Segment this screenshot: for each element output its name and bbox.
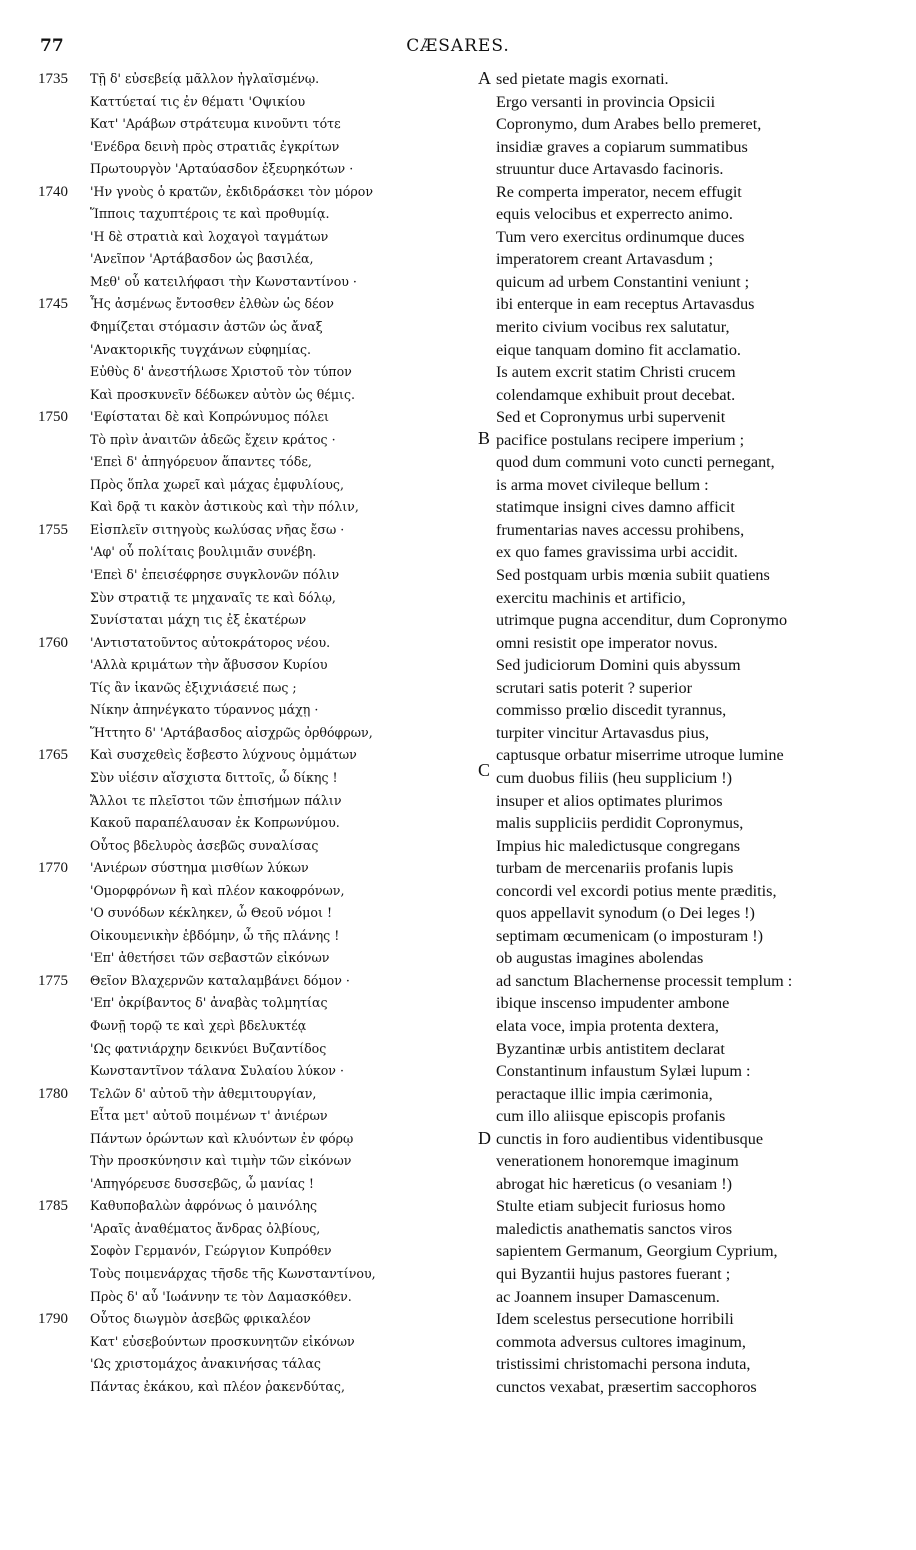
- greek-verse-text: Εἶτα μετ' αὐτοῦ ποιμένων τ' ἀνιέρων: [90, 1108, 328, 1124]
- greek-verse-line: [38, 519, 458, 542]
- greek-verse-text: Καὶ προσκυνεῖν δέδωκεν αὐτὸν ὡς θέμις.: [90, 386, 356, 402]
- greek-verse-text: 'Ως φατνιάρχην δεικνύει Βυζαντίδος: [90, 1040, 327, 1056]
- greek-verse-line: [38, 947, 458, 970]
- latin-translation-line: [496, 203, 896, 226]
- greek-verse-text: 'Αλλὰ κριμάτων τὴν ἄβυσσον Κυρίου: [90, 657, 328, 673]
- greek-verse-line: [38, 699, 458, 722]
- page-number: 77: [40, 36, 64, 56]
- greek-verse-text: 'Ανεῖπον 'Αρτάβασδον ὡς βασιλέα,: [90, 251, 314, 267]
- greek-verse-line: [38, 722, 458, 745]
- latin-translation-text: Copronymo, dum Arabes bello premeret,: [496, 115, 762, 134]
- greek-verse-text: 'Αντιστατοῦντος αὐτοκράτορος νέου.: [90, 634, 331, 650]
- line-number: 1765: [38, 747, 68, 764]
- greek-verse-text: Οἰκουμενικὴν ἑβδόμην, ὦ τῆς πλάνης !: [90, 927, 340, 943]
- latin-translation-line: [496, 1218, 896, 1241]
- latin-translation-text: equis velocibus et experrecto animo.: [496, 205, 733, 224]
- latin-translation-text: struuntur duce Artavasdo facinoris.: [496, 160, 724, 179]
- greek-verse-line: [38, 226, 458, 249]
- latin-translation-line: [496, 767, 896, 790]
- running-title: CÆSARES.: [406, 36, 510, 56]
- line-number: 1770: [38, 860, 68, 877]
- greek-verse-text: Τοὺς ποιμενάρχας τῆσδε τῆς Κωνσταντίνου,: [90, 1265, 376, 1281]
- greek-verse-text: 'Αραῖς ἀναθέματος ἄνδρας ὀλβίους,: [90, 1220, 321, 1236]
- latin-translation-text: ibi enterque in eam receptus Artavasdus: [496, 295, 755, 314]
- greek-verse-text: Σὺν υἱέσιν αἴσχιστα διττοῖς, ὦ δίκης !: [90, 769, 338, 785]
- latin-translation-text: qui Byzantii hujus pastores fuerant ;: [496, 1264, 731, 1283]
- greek-verse-text: 'Επεὶ δ' ἀπηγόρευον ἅπαντες τόδε,: [90, 454, 312, 470]
- latin-translation-line: [496, 496, 896, 519]
- greek-verse-text: 'Επεὶ δ' ἐπεισέφρησε συγκλονῶν πόλιν: [90, 567, 340, 583]
- greek-verse-line: [38, 429, 458, 452]
- line-number: 1785: [38, 1198, 68, 1215]
- greek-verse-line: [38, 136, 458, 159]
- greek-verse-line: [38, 609, 458, 632]
- greek-verse-text: 'Ανιέρων σύστημα μισθίων λύκων: [90, 860, 309, 876]
- latin-translation-line: [496, 587, 896, 610]
- latin-translation-text: colendamque exhibuit prout decebat.: [496, 385, 736, 404]
- greek-verse-text: Ἧς ἀσμένως ἔντοσθεν ἐλθὼν ὡς δέον: [90, 296, 334, 312]
- latin-translation-text: frumentarias naves accessu prohibens,: [496, 520, 745, 539]
- greek-verse-line: [38, 767, 458, 790]
- latin-translation-line: [496, 1308, 896, 1331]
- greek-verse-line: [38, 564, 458, 587]
- latin-translation-line: [496, 609, 896, 632]
- greek-verse-line: [38, 1083, 458, 1106]
- greek-verse-line: [38, 632, 458, 655]
- line-number: 1760: [38, 634, 68, 651]
- greek-verse-line: [38, 541, 458, 564]
- latin-translation-line: [496, 1286, 896, 1309]
- latin-translation-text: insidiæ graves a copiarum summatibus: [496, 137, 748, 156]
- greek-verse-text: Σὺν στρατιᾷ τε μηχαναῖς τε καὶ δόλῳ,: [90, 589, 336, 605]
- latin-translation-text: turpiter vincitur Artavasdus pius,: [496, 723, 710, 742]
- page-header: [40, 36, 876, 62]
- greek-verse-line: [38, 1331, 458, 1354]
- greek-verse-line: [38, 925, 458, 948]
- greek-verse-line: [38, 1195, 458, 1218]
- section-marker-a: A: [478, 68, 491, 88]
- latin-translation-text: ad sanctum Blachernense processit templum :: [496, 971, 793, 990]
- latin-translation-text: is arma movet civileque bellum :: [496, 475, 709, 494]
- greek-verse-text: 'Αφ' οὗ πολίταις βουλιμιᾶν συνέβη.: [90, 544, 317, 560]
- greek-verse-line: [38, 496, 458, 519]
- latin-translation-line: [496, 316, 896, 339]
- latin-translation-text: septimam œcumenicam (o imposturam !): [496, 926, 764, 945]
- latin-translation-text: ac Joannem insuper Damascenum.: [496, 1287, 720, 1306]
- latin-translation-text: cum duobus filiis (heu supplicium !): [496, 768, 733, 787]
- latin-translation-line: [496, 158, 896, 181]
- greek-verse-line: [38, 1038, 458, 1061]
- latin-translation-line: [496, 970, 896, 993]
- latin-translation-line: [496, 1083, 896, 1106]
- latin-translation-text: utrimque pugna accenditur, dum Copronymo: [496, 611, 788, 630]
- latin-translation-text: concordi vel excordi potius mente præditis,: [496, 881, 777, 900]
- greek-verse-line: [38, 654, 458, 677]
- latin-translation-text: cunctos vexabat, præsertim saccophoros: [496, 1377, 757, 1396]
- greek-verse-text: Κατ' 'Αράβων στράτευμα κινοῦντι τότε: [90, 116, 341, 132]
- latin-translation-line: [496, 271, 896, 294]
- latin-translation-text: ibique inscenso impudenter ambone: [496, 994, 730, 1013]
- greek-verse-text: Καττύεταί τις ἐν θέματι 'Οψικίου: [90, 93, 306, 109]
- section-marker-d: D: [478, 1128, 491, 1148]
- latin-translation-text: quicum ad urbem Constantini veniunt ;: [496, 272, 750, 291]
- latin-translation-line: [496, 1015, 896, 1038]
- greek-verse-line: [38, 835, 458, 858]
- latin-translation-text: quos appellavit synodum (o Dei leges !): [496, 904, 755, 923]
- greek-verse-text: Πάντας ἐκάκου, καὶ πλέον ῥακενδύτας,: [90, 1378, 345, 1394]
- latin-translation-line: [496, 68, 896, 91]
- latin-translation-line: [496, 1353, 896, 1376]
- greek-verse-line: [38, 587, 458, 610]
- greek-verse-line: [38, 744, 458, 767]
- latin-translation-line: [496, 451, 896, 474]
- latin-translation-text: omni resistit ope imperator novus.: [496, 633, 718, 652]
- greek-verse-line: [38, 1015, 458, 1038]
- latin-translation-text: Byzantinæ urbis antistitem declarat: [496, 1039, 725, 1058]
- greek-verse-text: Φωνῇ τορῷ τε καὶ χερὶ βδελυκτέᾳ: [90, 1017, 307, 1033]
- greek-verse-text: Νίκην ἀπηνέγκατο τύραννος μάχῃ ·: [90, 702, 319, 718]
- greek-verse-text: Συνίσταται μάχη τις ἐξ ἑκατέρων: [90, 612, 307, 628]
- greek-verse-text: Πάντων ὁρώντων καὶ κλυόντων ἐν φόρῳ: [90, 1130, 354, 1146]
- latin-translation-line: [496, 992, 896, 1015]
- greek-verse-line: [38, 902, 458, 925]
- greek-verse-line: [38, 158, 458, 181]
- latin-translation-line: [496, 835, 896, 858]
- latin-translation-text: turbam de mercenariis profanis lupis: [496, 859, 734, 878]
- latin-translation-text: Constantinum infaustum Sylæi lupum :: [496, 1062, 751, 1081]
- greek-verse-text: Θεῖον Βλαχερνῶν καταλαμβάνει δόμον ·: [90, 972, 350, 988]
- latin-translation-line: [496, 181, 896, 204]
- greek-verse-text: Κωνσταντῖνον τάλανα Συλαίου λύκον ·: [90, 1063, 344, 1079]
- latin-translation-line: [496, 1195, 896, 1218]
- latin-translation-line: [496, 880, 896, 903]
- latin-translation-text: Stulte etiam subjecit furiosus homo: [496, 1197, 726, 1216]
- greek-verse-text: Πρὸς ὅπλα χωρεῖ καὶ μάχας ἐμφυλίους,: [90, 476, 344, 492]
- latin-translation-line: [496, 857, 896, 880]
- latin-translation-line: [496, 1376, 896, 1399]
- latin-translation-text: venerationem honoremque imaginum: [496, 1152, 739, 1171]
- greek-verse-text: Τελῶν δ' αὐτοῦ τὴν ἀθεμιτουργίαν,: [90, 1085, 317, 1101]
- greek-verse-line: [38, 293, 458, 316]
- greek-verse-line: [38, 1240, 458, 1263]
- greek-verse-text: 'Ο συνόδων κέκληκεν, ὦ Θεοῦ νόμοι !: [90, 905, 333, 921]
- latin-translation-line: [496, 722, 896, 745]
- greek-verse-line: [38, 316, 458, 339]
- latin-translation-text: Impius hic maledictusque congregans: [496, 836, 741, 855]
- latin-translation-line: [496, 384, 896, 407]
- greek-verse-line: [38, 1150, 458, 1173]
- latin-translation-line: [496, 1331, 896, 1354]
- latin-translation-line: [496, 564, 896, 587]
- greek-verse-text: Τὸ πρὶν ἀναιτῶν ἀδεῶς ἔχειν κράτος ·: [90, 431, 336, 447]
- greek-verse-line: [38, 406, 458, 429]
- greek-verse-line: [38, 451, 458, 474]
- latin-translation-line: [496, 812, 896, 835]
- greek-verse-text: Οὗτος διωγμὸν ἀσεβῶς φρικαλέον: [90, 1311, 311, 1327]
- latin-translation-column: [496, 68, 896, 1398]
- latin-translation-line: [496, 790, 896, 813]
- greek-verse-line: [38, 677, 458, 700]
- latin-translation-line: [496, 113, 896, 136]
- greek-verse-text: Φημίζεται στόμασιν ἀστῶν ὡς ἄναξ: [90, 319, 323, 335]
- latin-translation-line: [496, 1105, 896, 1128]
- latin-translation-line: [496, 1128, 896, 1151]
- greek-verse-text: Εἰσπλεῖν σιτηγοὺς κωλύσας νῆας ἔσω ·: [90, 521, 345, 537]
- greek-verse-line: [38, 68, 458, 91]
- line-number: 1750: [38, 409, 68, 426]
- greek-verse-text: 'Εφίσταται δὲ καὶ Κοπρώνυμος πόλει: [90, 409, 329, 425]
- greek-verse-line: [38, 857, 458, 880]
- greek-verse-line: [38, 113, 458, 136]
- greek-verse-text: Κατ' εὐσεβούντων προσκυνητῶν εἰκόνων: [90, 1333, 355, 1349]
- latin-translation-text: Sed postquam urbis mœnia subiit quatiens: [496, 566, 770, 585]
- latin-translation-line: [496, 541, 896, 564]
- latin-translation-text: Sed judiciorum Domini quis abyssum: [496, 656, 741, 675]
- greek-verse-line: [38, 248, 458, 271]
- greek-verse-line: [38, 1060, 458, 1083]
- greek-verse-line: [38, 1128, 458, 1151]
- latin-translation-line: [496, 91, 896, 114]
- latin-translation-line: [496, 1173, 896, 1196]
- latin-translation-line: [496, 902, 896, 925]
- latin-translation-text: exercitu machinis et artificio,: [496, 588, 686, 607]
- greek-verse-line: [38, 1308, 458, 1331]
- latin-translation-text: quod dum communi voto cuncti pernegant,: [496, 453, 775, 472]
- latin-translation-text: Is autem excrit statim Christi crucem: [496, 363, 736, 382]
- latin-translation-text: commota adversus cultores imaginum,: [496, 1332, 746, 1351]
- greek-verse-text: Τὴν προσκύνησιν καὶ τιμὴν τῶν εἰκόνων: [90, 1153, 352, 1169]
- greek-verse-line: [38, 361, 458, 384]
- latin-translation-line: [496, 654, 896, 677]
- greek-verse-line: [38, 339, 458, 362]
- section-marker-b: B: [478, 428, 491, 448]
- latin-translation-text: eique tanquam domino fit acclamatio.: [496, 340, 741, 359]
- section-marker-c: C: [478, 760, 491, 780]
- greek-verse-line: [38, 1353, 458, 1376]
- greek-verse-text: Κακοῦ παραπέλαυσαν ἐκ Κοπρωνύμου.: [90, 815, 340, 831]
- latin-translation-line: [496, 361, 896, 384]
- greek-verse-line: [38, 1286, 458, 1309]
- latin-translation-line: [496, 925, 896, 948]
- greek-verse-line: [38, 181, 458, 204]
- greek-verse-line: [38, 91, 458, 114]
- latin-translation-line: [496, 1060, 896, 1083]
- latin-translation-text: Ergo versanti in provincia Opsicii: [496, 92, 716, 111]
- latin-translation-text: Sed et Copronymus urbi supervenit: [496, 408, 726, 427]
- greek-verse-text: Πρὸς δ' αὖ 'Ιωάννην τε τὸν Δαμασκόθεν.: [90, 1288, 352, 1304]
- latin-translation-line: [496, 339, 896, 362]
- greek-verse-line: [38, 1376, 458, 1399]
- latin-translation-text: ob augustas imagines abolendas: [496, 949, 704, 968]
- latin-translation-text: insuper et alios optimates plurimos: [496, 791, 723, 810]
- latin-translation-text: elata voce, impia protenta dextera,: [496, 1016, 719, 1035]
- latin-translation-text: statimque insigni cives damno afficit: [496, 498, 735, 517]
- greek-verse-text: 'Ενέδρα δεινὴ πρὸς στρατιᾶς ἐγκρίτων: [90, 138, 340, 154]
- latin-translation-line: [496, 519, 896, 542]
- latin-translation-line: [496, 293, 896, 316]
- greek-verse-text: Οὗτος βδελυρὸς ἀσεβῶς συναλίσας: [90, 837, 319, 853]
- greek-verse-line: [38, 1105, 458, 1128]
- latin-translation-text: malis suppliciis perdidit Copronymus,: [496, 814, 744, 833]
- latin-translation-text: Re comperta imperator, necem effugit: [496, 182, 742, 201]
- latin-translation-line: [496, 226, 896, 249]
- greek-verse-text: Σοφὸν Γερμανόν, Γεώργιον Κυπρόθεν: [90, 1243, 332, 1259]
- latin-translation-text: Idem scelestus persecutione horribili: [496, 1310, 734, 1329]
- latin-translation-line: [496, 1038, 896, 1061]
- greek-verse-text: Μεθ' οὗ κατειλήφασι τὴν Κωνσταντίνου ·: [90, 273, 357, 289]
- latin-translation-text: abrogat hic hæreticus (o vesaniam !): [496, 1174, 732, 1193]
- greek-verse-text: 'Απηγόρευσε δυσσεβῶς, ὦ μανίας !: [90, 1175, 314, 1191]
- greek-verse-text: Καὶ δρᾷ τι κακὸν ἀστικοὺς καὶ τὴν πόλιν,: [90, 499, 359, 515]
- line-number: 1790: [38, 1311, 68, 1328]
- greek-verse-line: [38, 812, 458, 835]
- line-number: 1735: [38, 71, 68, 87]
- greek-verse-line: [38, 1218, 458, 1241]
- greek-verse-line: [38, 970, 458, 993]
- latin-translation-line: [496, 136, 896, 159]
- latin-translation-text: Tum vero exercitus ordinumque duces: [496, 227, 745, 246]
- latin-translation-text: scrutari satis poterit ? superior: [496, 678, 692, 697]
- greek-verse-text: 'Ομορφρόνων ἢ καὶ πλέον κακοφρόνων,: [90, 882, 345, 898]
- greek-verse-text: Καθυποβαλὼν ἀφρόνως ὁ μαινόλης: [90, 1198, 318, 1214]
- latin-translation-text: sapientem Germanum, Georgium Cyprium,: [496, 1242, 778, 1261]
- greek-verse-line: [38, 474, 458, 497]
- latin-translation-text: maledictis anathematis sanctos viros: [496, 1219, 733, 1238]
- latin-translation-line: [496, 632, 896, 655]
- latin-translation-line: [496, 429, 896, 452]
- greek-verse-text: Καὶ συσχεθεὶς ἔσβεστο λύχνους ὀμμάτων: [90, 747, 357, 763]
- greek-verse-text: Τίς ἂν ἱκανῶς ἐξιχνιάσειέ πως ;: [90, 679, 297, 695]
- latin-translation-text: cunctis in foro audientibus videntibusque: [496, 1129, 764, 1148]
- latin-translation-line: [496, 699, 896, 722]
- latin-translation-text: pacifice postulans recipere imperium ;: [496, 430, 745, 449]
- latin-translation-text: ex quo fames gravissima urbi accidit.: [496, 543, 738, 562]
- greek-verse-line: [38, 1173, 458, 1196]
- latin-translation-text: commisso prœlio discedit tyrannus,: [496, 701, 727, 720]
- greek-verse-line: [38, 271, 458, 294]
- greek-verse-text: 'Ην γνοὺς ὁ κρατῶν, ἐκδιδράσκει τὸν μόρον: [90, 183, 374, 199]
- greek-verse-line: [38, 384, 458, 407]
- greek-verse-line: [38, 880, 458, 903]
- greek-verse-line: [38, 1263, 458, 1286]
- latin-translation-line: [496, 947, 896, 970]
- line-number: 1780: [38, 1085, 68, 1102]
- latin-translation-line: [496, 248, 896, 271]
- greek-verse-text: Ἥττητο δ' 'Αρτάβασδος αἰσχρῶς ὀρθόφρων,: [90, 724, 373, 740]
- latin-translation-text: sed pietate magis exornati.: [496, 70, 669, 88]
- greek-verse-text: 'Επ' ὀκρίβαντος δ' ἀναβὰς τολμητίας: [90, 995, 328, 1011]
- greek-verse-text: Τῇ δ' εὐσεβείᾳ μᾶλλον ἠγλαϊσμένῳ.: [90, 71, 320, 86]
- latin-translation-line: [496, 744, 896, 767]
- greek-verse-text: Εὐθὺς δ' ἀνεστήλωσε Χριστοῦ τὸν τύπον: [90, 364, 352, 380]
- greek-verse-text: 'Επ' ἀθετήσει τῶν σεβαστῶν εἰκόνων: [90, 950, 330, 966]
- latin-translation-text: imperatorem creant Artavasdum ;: [496, 250, 714, 269]
- latin-translation-text: captusque orbatur miserrime utroque lumine: [496, 746, 784, 765]
- latin-translation-line: [496, 1263, 896, 1286]
- latin-translation-text: cum illo aliisque episcopis profanis: [496, 1107, 726, 1126]
- greek-verse-text: Πρωτουργὸν 'Αρταύασδον ἐξευρηκότων ·: [90, 161, 354, 177]
- greek-verse-text: 'Ανακτορικῆς τυγχάνων εὐφημίας.: [90, 341, 312, 357]
- greek-text-column: [38, 68, 458, 1398]
- latin-translation-line: [496, 677, 896, 700]
- latin-translation-line: [496, 1150, 896, 1173]
- line-number: 1775: [38, 972, 68, 989]
- latin-translation-line: [496, 474, 896, 497]
- latin-translation-line: [496, 406, 896, 429]
- greek-verse-text: 'Η δὲ στρατιὰ καὶ λοχαγοὶ ταγμάτων: [90, 228, 329, 244]
- line-number: 1745: [38, 296, 68, 313]
- latin-translation-text: tristissimi christomachi persona induta,: [496, 1355, 751, 1374]
- greek-verse-line: [38, 992, 458, 1015]
- greek-verse-line: [38, 790, 458, 813]
- line-number: 1755: [38, 521, 68, 538]
- greek-verse-line: [38, 203, 458, 226]
- latin-translation-text: merito civium vocibus rex salutatur,: [496, 318, 730, 337]
- line-number: 1740: [38, 183, 68, 200]
- greek-verse-text: Ἄλλοι τε πλεῖστοι τῶν ἐπισήμων πάλιν: [90, 792, 342, 808]
- greek-verse-text: Ἵπποις ταχυπτέροις τε καὶ προθυμίᾳ.: [90, 206, 330, 222]
- latin-translation-text: peractaque illic impia cærimonia,: [496, 1084, 713, 1103]
- greek-verse-text: 'Ως χριστομάχος ἀνακινήσας τάλας: [90, 1356, 321, 1372]
- latin-translation-line: [496, 1240, 896, 1263]
